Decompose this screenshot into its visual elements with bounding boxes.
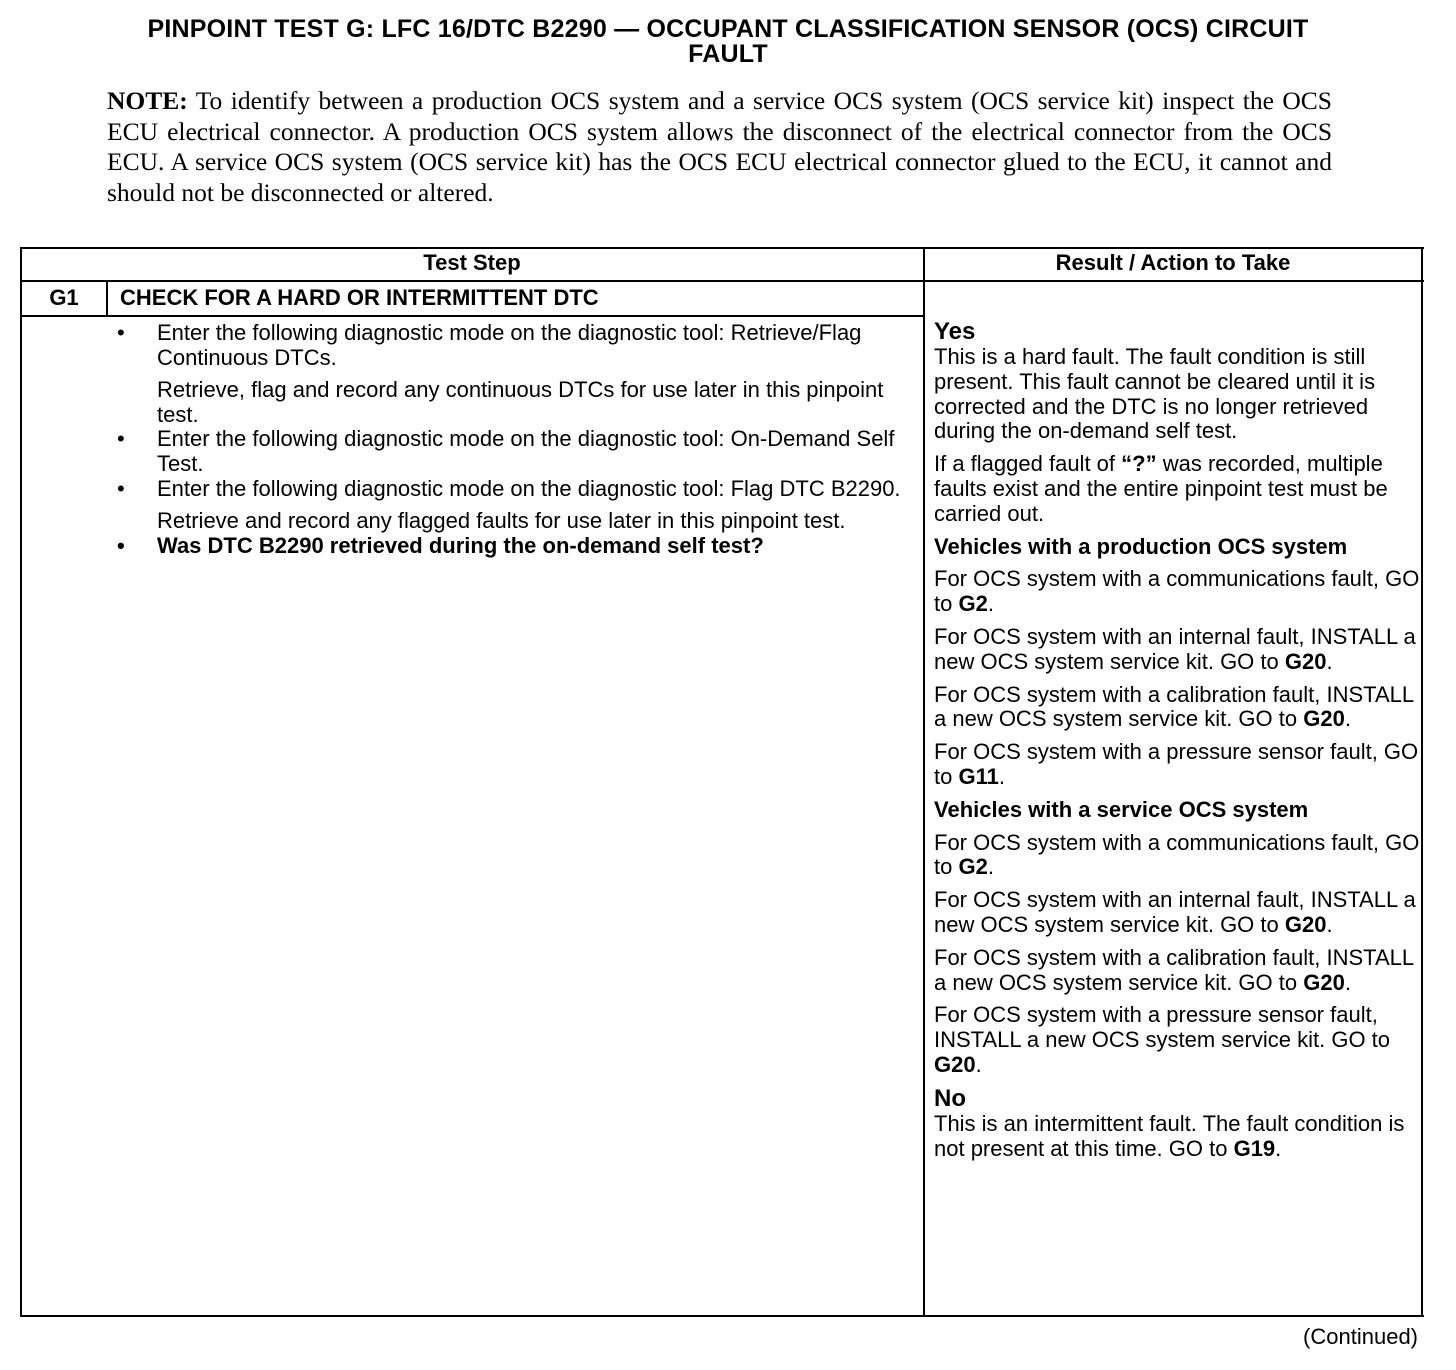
no-label: No: [934, 1084, 966, 1112]
bullet-icon: •: [117, 475, 125, 501]
item-text: For OCS system with an internal fault, INSTALL a new OCS system service kit. GO to: [934, 623, 1416, 674]
note-text: To identify between a production OCS system and a service OCS system (OCS service kit) inspect the OCS ECU electrical connector. A production OCS system allows the disconnect of the electrical connector from the OCS ECU. A service OCS system (OCS service kit) has the OCS ECU electrical connector glued to the ECU, it cannot and should not be disconnected or altered.: [107, 86, 1332, 207]
note-label: NOTE:: [107, 86, 188, 115]
column-divider: [923, 247, 925, 1317]
production-item: [934, 683, 1420, 733]
page-title-line-1: PINPOINT TEST G: LFC 16/DTC B2290 — OCCUPANT CLASSIFICATION SENSOR (OCS) CIRCUIT: [147, 15, 1309, 43]
step-id: G1: [49, 285, 79, 310]
item-punct: .: [1344, 706, 1351, 732]
item-punct: .: [998, 763, 1005, 789]
item-punct: .: [975, 1051, 982, 1077]
bullet-icon: •: [117, 532, 125, 558]
table-border-bottom: [20, 1315, 1424, 1317]
item-text: For OCS system with a communications fault, GO to: [934, 566, 1420, 617]
step-ref-link[interactable]: G20: [1284, 911, 1327, 937]
step-sub-instruction: Retrieve and record any flagged faults for use later in this pinpoint test.: [157, 508, 846, 534]
item-punct: .: [987, 591, 994, 617]
test-step-list: [117, 320, 917, 558]
list-item: [117, 475, 917, 534]
table-border-top: [20, 247, 1424, 249]
flag-text-pre: If a flagged fault of: [934, 451, 1122, 477]
production-item: [934, 567, 1420, 617]
flag-mark: “?”: [1121, 451, 1157, 477]
item-punct: .: [1326, 648, 1333, 674]
item-punct: .: [1344, 969, 1351, 995]
production-heading: Vehicles with a production OCS system: [934, 533, 1348, 559]
no-text-body: This is an intermittent fault. The fault condition is not present at this time. GO to: [934, 1110, 1405, 1161]
item-text: For OCS system with an internal fault, INSTALL a new OCS system service kit. GO to: [934, 887, 1416, 937]
step-ref-link[interactable]: G19: [1233, 1135, 1276, 1161]
step-row-divider: [20, 315, 925, 317]
page-title: [40, 17, 1416, 67]
item-text: For OCS system with a pressure sensor fault, INSTALL a new OCS system service kit. GO to: [934, 1002, 1391, 1053]
step-ref-link[interactable]: G2: [958, 591, 988, 617]
service-item: [934, 831, 1420, 881]
yes-text: This is a hard fault. The fault condition is still present. This fault cannot be cleared until it is corrected and the DTC is no longer retrieved during the on-demand self test.: [934, 344, 1376, 444]
flagged-fault-note: [934, 452, 1420, 526]
pinpoint-test-table: [20, 247, 1424, 1317]
continued-label: (Continued): [1303, 1324, 1418, 1349]
step-title: CHECK FOR A HARD OR INTERMITTENT DTC: [120, 285, 599, 310]
bullet-icon: •: [117, 426, 125, 452]
yes-label: Yes: [934, 318, 976, 345]
list-item: [117, 532, 917, 559]
header-result-action: Result / Action to Take: [1055, 250, 1291, 275]
no-text: [934, 1112, 1420, 1162]
step-instruction: Enter the following diagnostic mode on the diagnostic tool: On-Demand Self Test.: [157, 426, 895, 476]
header-test-step: Test Step: [423, 250, 521, 275]
service-item: [934, 946, 1420, 996]
table-border-right: [1421, 247, 1423, 1317]
table-border-left: [20, 247, 22, 1317]
item-text: For OCS system with a calibration fault, INSTALL a new OCS system service kit. GO to: [934, 681, 1414, 732]
item-punct: .: [1275, 1135, 1282, 1161]
header-divider: [20, 280, 1424, 282]
step-ref-link[interactable]: G11: [958, 763, 999, 789]
service-heading: Vehicles with a service OCS system: [934, 796, 1309, 822]
step-ref-link[interactable]: G20: [934, 1051, 976, 1077]
production-item: [934, 625, 1420, 675]
list-item: [117, 320, 917, 427]
bullet-icon: •: [117, 320, 125, 345]
step-sub-instruction: Retrieve, flag and record any continuous DTCs for use later in this pinpoint test.: [157, 377, 884, 427]
step-instruction: Enter the following diagnostic mode on the diagnostic tool: Flag DTC B2290.: [157, 475, 901, 501]
service-item: [934, 1003, 1420, 1077]
item-text: For OCS system with a calibration fault, INSTALL a new OCS system service kit. GO to: [934, 944, 1414, 995]
step-ref-link[interactable]: G20: [1303, 706, 1345, 732]
step-instruction: Enter the following diagnostic mode on the diagnostic tool: Retrieve/Flag Continuous DTCs.: [157, 320, 862, 370]
step-id-divider: [106, 280, 108, 317]
item-text: For OCS system with a communications fault, GO to: [934, 829, 1420, 880]
note-paragraph: [107, 86, 1332, 208]
page-title-line-2: FAULT: [688, 40, 768, 68]
production-item: [934, 740, 1420, 790]
result-column: [934, 319, 1420, 1169]
step-ref-link[interactable]: G2: [958, 854, 988, 880]
item-punct: .: [987, 854, 994, 880]
step-question: Was DTC B2290 retrieved during the on-demand self test?: [157, 532, 764, 558]
item-text: For OCS system with a pressure sensor fault, GO to: [934, 739, 1419, 789]
item-punct: .: [1326, 911, 1333, 937]
service-item: [934, 888, 1420, 938]
flag-text-post: was recorded, multiple faults exist and the entire pinpoint test must be carried out.: [934, 451, 1388, 526]
step-ref-link[interactable]: G20: [1303, 969, 1345, 995]
step-ref-link[interactable]: G20: [1284, 648, 1327, 674]
list-item: [117, 426, 917, 476]
